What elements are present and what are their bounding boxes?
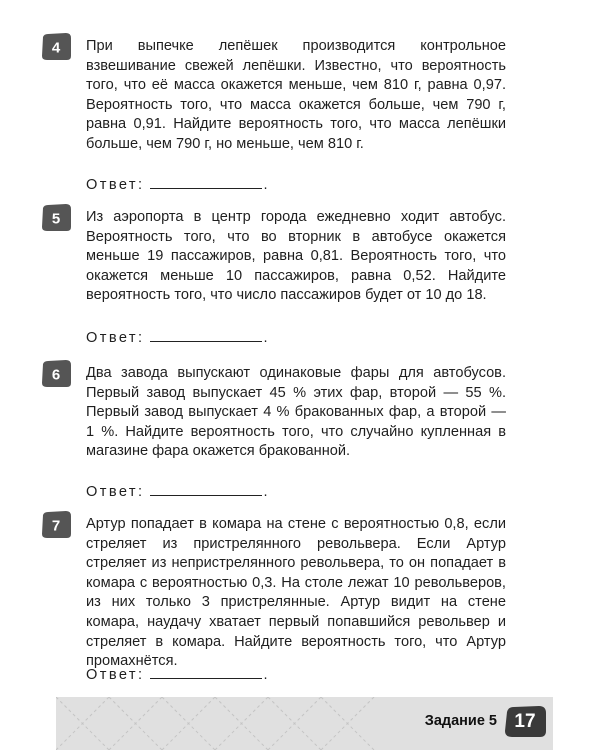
answer-label: Ответ: (86, 330, 145, 346)
problem-number: 5 (51, 210, 61, 228)
problem-5 (51, 208, 506, 346)
answer-blank[interactable] (150, 187, 262, 189)
page-footer (56, 697, 553, 750)
problem-number: 7 (51, 517, 61, 535)
answer-label: Ответ: (86, 484, 145, 500)
problem-number: 4 (51, 39, 61, 57)
answer-line: Ответ: . (86, 330, 268, 346)
problem-number: 6 (51, 366, 61, 384)
answer-line: Ответ: . (86, 667, 268, 683)
badge-shape-icon (40, 511, 72, 539)
answer-label: Ответ: (86, 177, 145, 193)
answer-blank[interactable] (150, 494, 262, 496)
problem-text: Артур попадает в комара на стене с вероятностью 0,8, если стреляет из пристрелянного револьвера. Если Артур стреляет из непристрелянного револьвера, то он попадает в комара с вероятностью 0,3. На столе лежат 10 револьверов, из них только 3 пристрелянные. Артур видит на стене комара, наудачу хватает первый попавшийся револьвер и стреляет в комара. Найдите вероятность того, что Артур промахнётся. (86, 516, 506, 670)
answer-label: Ответ: (86, 667, 145, 683)
problem-6 (51, 364, 506, 500)
badge-shape-icon (40, 33, 72, 61)
problem-number-badge (40, 204, 72, 232)
answer-line: Ответ: . (86, 484, 268, 500)
problem-text: Из аэропорта в центр города ежедневно ходит автобус. Вероятность того, что во вторник в автобусе окажется меньше 19 пассажиров, равна 0,81. Вероятность того, что окажется меньше 10 пассажиров, равна 0,52. Найдите вероятность того, что число пассажиров будет от 10 до 18. (86, 209, 506, 304)
problem-number-badge (40, 360, 72, 388)
answer-line: Ответ: . (86, 177, 268, 193)
page-number: 17 (514, 711, 536, 732)
badge-shape-icon (40, 204, 72, 232)
problem-4 (51, 37, 506, 193)
problem-text: Два завода выпускают одинаковые фары для автобусов. Первый завод выпускает 45 % этих фар, второй — 55 %. Первый завод выпускает 4 % бракованных фар, а второй — 1 %. Найдите вероятность того, что случайно купленная в магазине фара окажется бракованной. (86, 365, 506, 460)
problem-text: При выпечке лепёшек производится контрольное взвешивание свежей лепёшки. Известно, что вероятность того, что её масса окажется меньше, чем 810 г, равна 0,97. Вероятность того, что масса окажется больше, чем 790 г, равна 0,91. Найдите вероятность того, что масса лепёшки больше, чем 790 г, но меньше, чем 810 г. (86, 38, 506, 152)
answer-blank[interactable] (150, 340, 262, 342)
answer-blank[interactable] (150, 677, 262, 679)
badge-shape-icon (40, 360, 72, 388)
problem-number-badge (40, 33, 72, 61)
problem-number-badge (40, 511, 72, 539)
section-label: Задание 5 (424, 713, 497, 729)
page-number-badge (503, 706, 547, 738)
problem-7 (51, 515, 506, 683)
